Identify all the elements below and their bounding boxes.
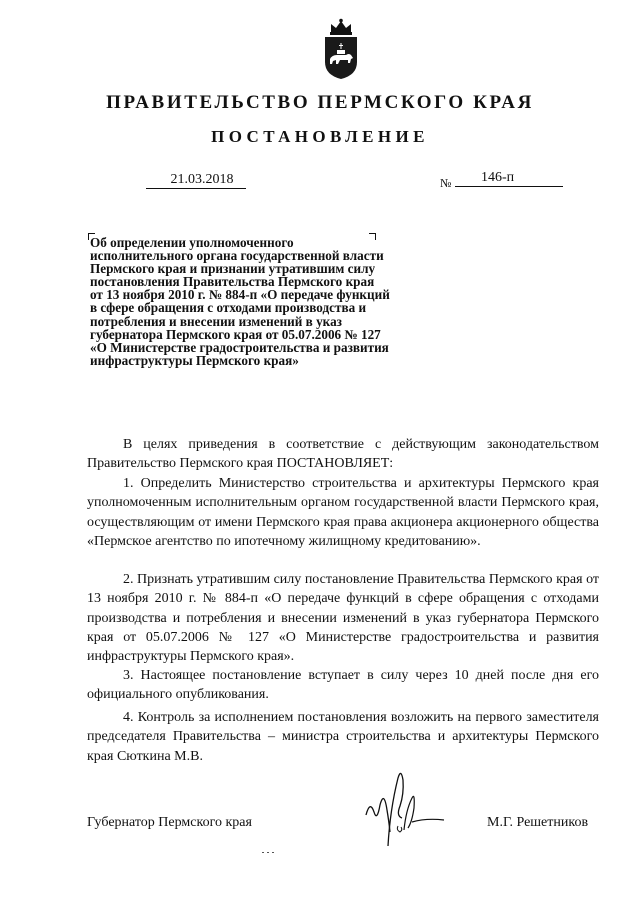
number-sign: №: [440, 176, 452, 190]
signatory-title: Губернатор Пермского края: [87, 815, 252, 830]
scan-speck: [262, 851, 274, 854]
clause-paragraph-4: 4. Контроль за исполнением постановления возложить на первого заместителя председателя Правительства – министра строительства и архитектуры Пермского края Сюткина М.В.: [87, 710, 599, 764]
clause-paragraph-3: 3. Настоящее постановление вступает в силу через 10 дней после дня его официального опубликования.: [87, 668, 599, 703]
clause-paragraph-1: 1. Определить Министерство строительства и архитектуры Пермского края уполномоченным исполнительным органом государственной власти Пермского края, осуществляющим от имени Пермского края права акционера акционерного общества «Пермское агентство по ипотечному жилищному кредитованию».: [87, 476, 599, 549]
document-subject: Об определении уполномоченного исполнительного органа государственной власти Пермского края и признании утратившим силу постановления Правительства Пермского края от 13 ноября 2010 г. № 884-п «О передаче функций в сфере обращения с отходами производства и потребления и внесении изменений в указ губернатора Пермского края от 05.07.2006 № 127 «О Министерстве градостроительства и развития инфраструктуры Пермского края»: [90, 235, 390, 368]
document-type-title: ПОСТАНОВЛЕНИЕ: [211, 127, 429, 146]
preamble-paragraph: В целях приведения в соответствие с действующим законодательством Правительство Пермского края ПОСТАНОВЛЯЕТ:: [87, 437, 599, 472]
clause-paragraph-2: 2. Признать утратившим силу постановление Правительства Пермского края от 13 ноября 2010 г. № 884-п «О передаче функций в сфере обращения с отходами производства и потребления и внесении изменений в указ губернатора Пермского края от 05.07.2006 № 127 «О Министерстве градостроительства и развития инфраструктуры Пермского края».: [87, 572, 599, 665]
document-number: 146-п: [455, 170, 563, 187]
coat-of-arms-icon: [322, 18, 360, 80]
handwritten-signature: [360, 760, 450, 850]
organization-title: ПРАВИТЕЛЬСТВО ПЕРМСКОГО КРАЯ: [106, 92, 534, 113]
signatory-name: М.Г. Решетников: [487, 815, 589, 830]
document-date: 21.03.2018: [146, 172, 246, 189]
